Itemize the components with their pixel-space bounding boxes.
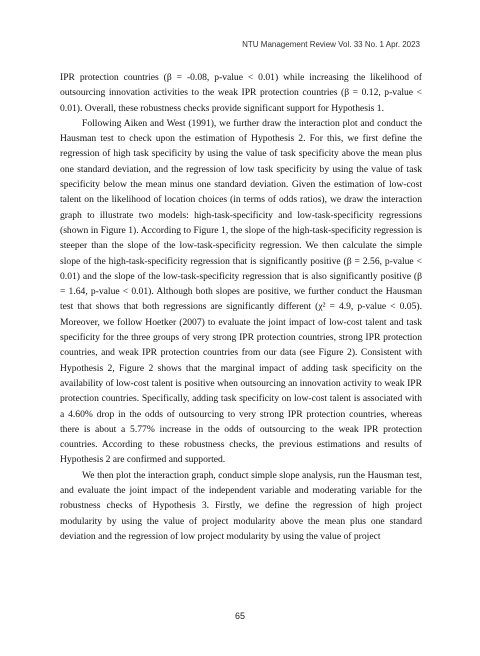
body-text: [60, 70, 422, 544]
paragraph-1: IPR protection countries (β = -0.08, p-value < 0.01) while increasing the likelihood of outsourcing innovation activities to the weak IPR protection countries (β = 0.12, p-value < 0.01). Overall, these robustness checks provide significant support for Hypothesis 1.: [60, 72, 422, 114]
running-header: NTU Management Review Vol. 33 No. 1 Apr. 2023: [242, 40, 420, 49]
paragraph-3: We then plot the interaction graph, conduct simple slope analysis, run the Hausman test, and evaluate the joint impact of the independent variable and moderating variable for the robustness checks of Hypothesis 3. Firstly, we define the regression of high project modularity by using the value of project modularity above the mean plus one standard deviation and the regression of low project modularity by using the value of project: [60, 469, 422, 542]
paragraph-2: Following Aiken and West (1991), we further draw the interaction plot and conduct the Hausman test to check upon the estimation of Hypothesis 2. For this, we first define the regression of high task specificity by using the value of task specificity above the mean plus one standard deviation, and the regression of low task specificity by using the value of task specificity below the mean minus one standard deviation. Given the estimation of low-cost talent on the likelihood of location choices (in terms of odds ratios), we draw the interaction graph to illustrate two models: high-task-specificity and low-task-specificity regressions (shown in Figure 1). According to Figure 1, the slope of the high-task-specificity regression is steeper than the slope of the low-task-specificity regression. We then calculate the simple slope of the high-task-specificity regression that is significantly positive (β = 2.56, p-value < 0.01) and the slope of the low-task-specificity regression that is also significantly positive (β = 1.64, p-value < 0.01). Although both slopes are positive, we further conduct the Hausman test that shows that both regressions are significantly different (χ² = 4.9, p-value < 0.05). Moreover, we follow Hoetker (2007) to evaluate the joint impact of low-cost talent and task specificity for the three groups of very strong IPR protection countries, strong IPR protection countries, and weak IPR protection countries from our data (see Figure 2). Consistent with Hypothesis 2, Figure 2 shows that the marginal impact of adding task specificity on the availability of low-cost talent is positive when outsourcing an innovation activity to weak IPR protection countries. Specifically, adding task specificity on low-cost talent is associated with a 4.60% drop in the odds of outsourcing to very strong IPR protection countries, whereas there is about a 5.77% increase in the odds of outsourcing to the weak IPR protection countries. According to these robustness checks, the previous estimations and results of Hypothesis 2 are confirmed and supported.: [60, 117, 422, 466]
page-number: 65: [234, 611, 245, 621]
